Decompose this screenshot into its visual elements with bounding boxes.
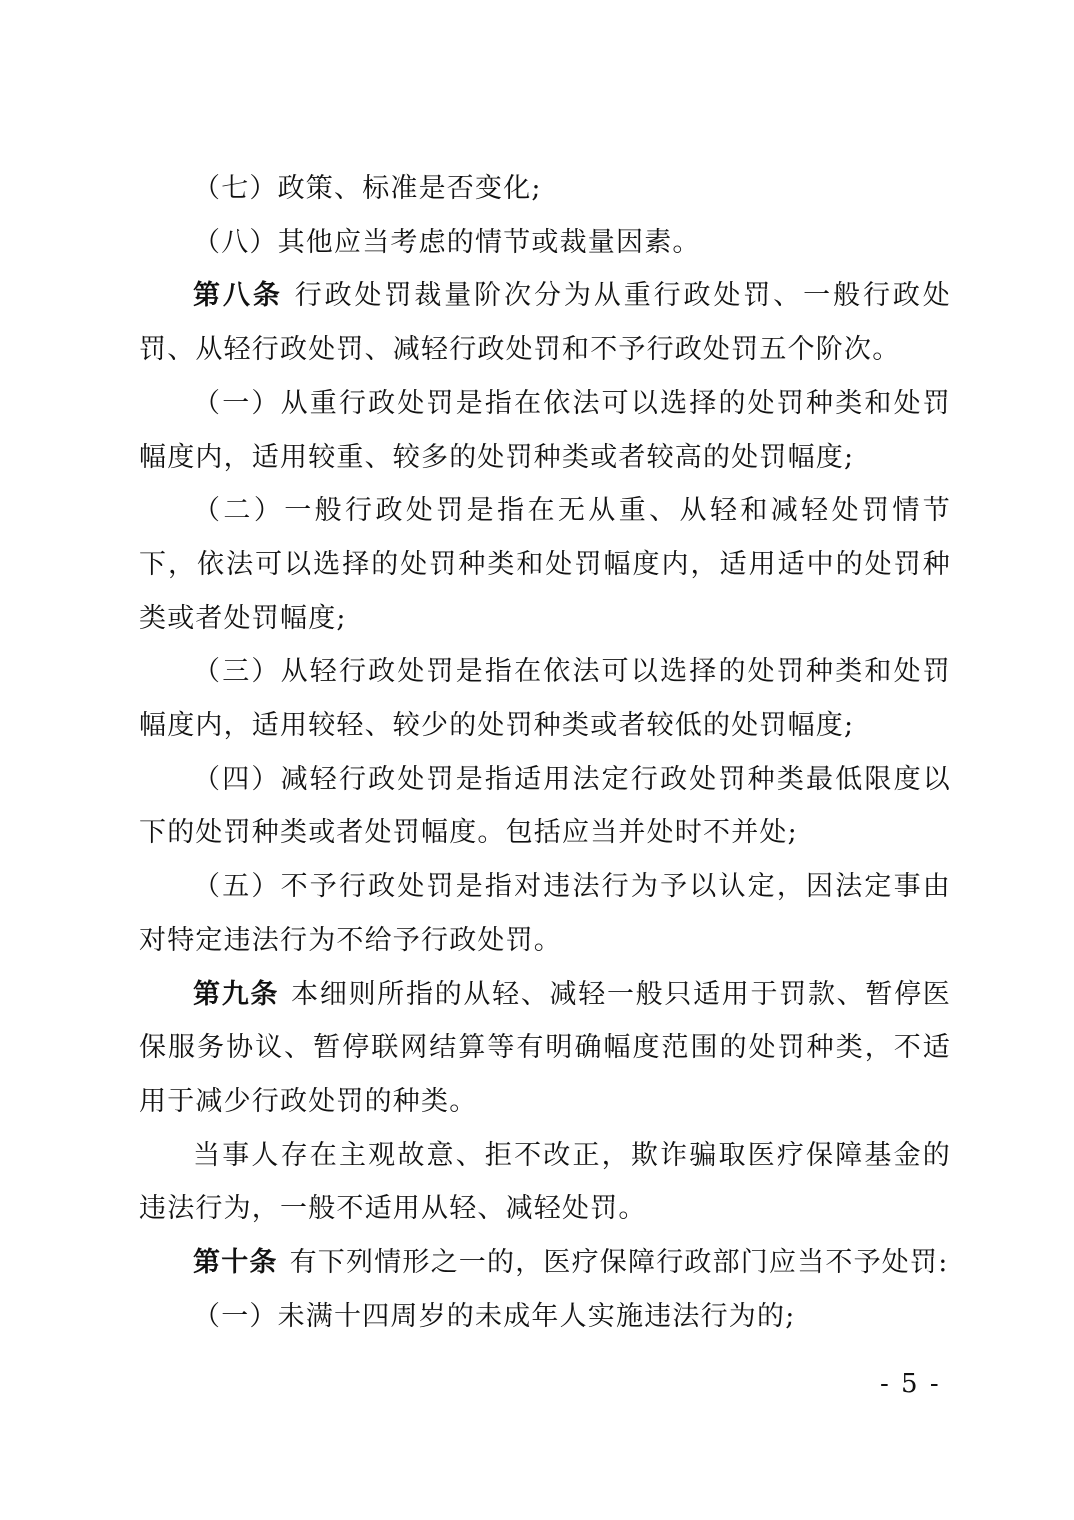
paragraph-item-4	[139, 753, 951, 860]
paragraph-text: 本细则所指的从轻、减轻一般只适用于罚款、暂停医保服务协议、暂停联网结算等有明确幅度范围的处罚种类，不适用于减少行政处罚的种类。	[139, 978, 951, 1117]
paragraph-text: 当事人存在主观故意、拒不改正，欺诈骗取医疗保障基金的违法行为，一般不适用从轻、减轻处罚。	[139, 1139, 951, 1225]
paragraph-item-7	[139, 162, 951, 216]
paragraph-text: 行政处罚裁量阶次分为从重行政处罚、一般行政处罚、从轻行政处罚、减轻行政处罚和不予行政处罚五个阶次。	[139, 280, 951, 366]
paragraph-text: （八）其他应当考虑的情节或裁量因素。	[193, 226, 701, 258]
article-8	[139, 269, 951, 376]
article-10	[139, 1236, 951, 1290]
document-body	[139, 162, 951, 1343]
paragraph-text: （一）从重行政处罚是指在依法可以选择的处罚种类和处罚幅度内，适用较重、较多的处罚种类或者较高的处罚幅度;	[139, 387, 951, 473]
article-heading: 第十条	[193, 1247, 278, 1279]
article-9	[139, 968, 951, 1129]
article-heading: 第九条	[193, 978, 280, 1010]
paragraph-body	[139, 1129, 951, 1236]
page-number: - 5 -	[880, 1369, 941, 1399]
paragraph-text: （三）从轻行政处罚是指在依法可以选择的处罚种类和处罚幅度内，适用较轻、较少的处罚种类或者较低的处罚幅度;	[139, 656, 951, 742]
paragraph-text: （四）减轻行政处罚是指适用法定行政处罚种类最低限度以下的处罚种类或者处罚幅度。包括应当并处时不并处;	[139, 763, 951, 849]
paragraph-item-2	[139, 484, 951, 645]
paragraph-item-8	[139, 216, 951, 270]
paragraph-text: （二）一般行政处罚是指在无从重、从轻和减轻处罚情节下，依法可以选择的处罚种类和处罚幅度内，适用适中的处罚种类或者处罚幅度;	[139, 495, 951, 634]
paragraph-item-5	[139, 860, 951, 967]
article-heading: 第八条	[193, 280, 283, 312]
paragraph-item-1b	[139, 1290, 951, 1344]
paragraph-text: （五）不予行政处罚是指对违法行为予以认定，因法定事由对特定违法行为不给予行政处罚。	[139, 871, 951, 956]
paragraph-text: 有下列情形之一的，医疗保障行政部门应当不予处罚:	[289, 1247, 949, 1279]
paragraph-text: （七）政策、标准是否变化;	[193, 173, 542, 204]
paragraph-item-3	[139, 645, 951, 752]
paragraph-text: （一）未满十四周岁的未成年人实施违法行为的;	[193, 1300, 796, 1332]
paragraph-item-1	[139, 377, 951, 484]
